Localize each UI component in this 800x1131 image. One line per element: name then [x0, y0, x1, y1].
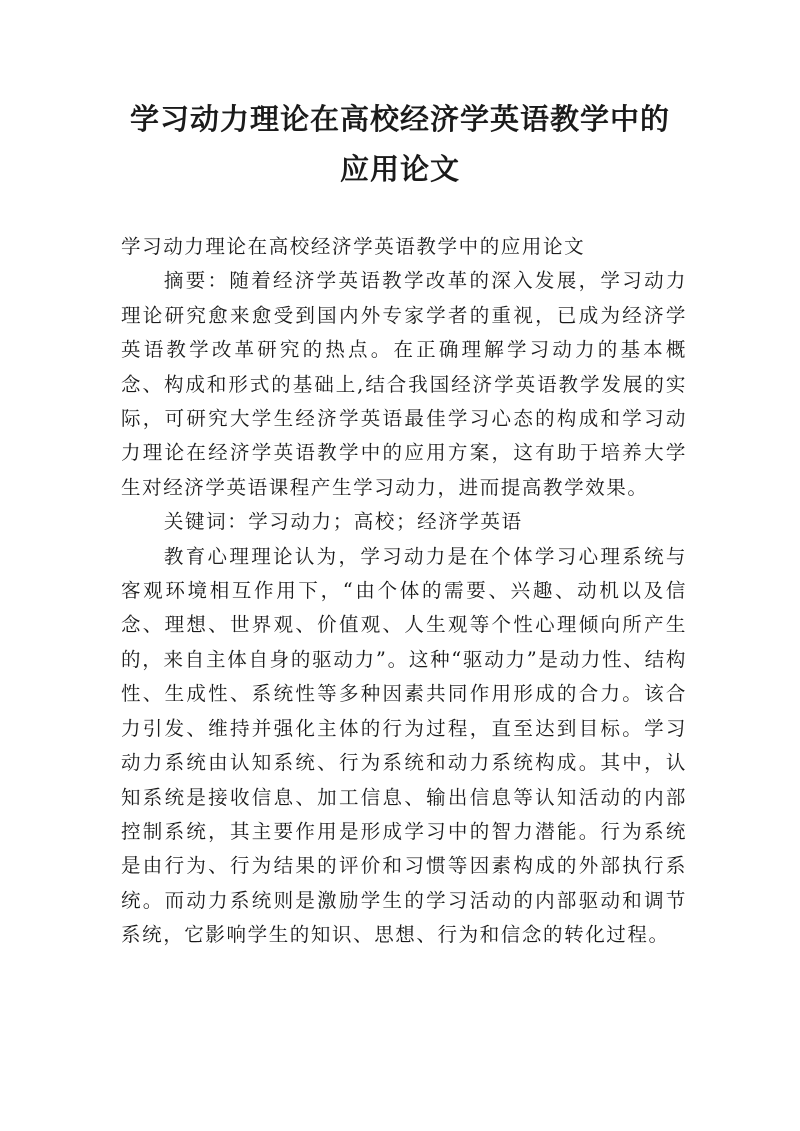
body-paragraph: 教育心理理论认为，学习动力是在个体学习心理系统与客观环境相互作用下，“由个体的需要、兴趣、动机以及信念、理想、世界观、价值观、人生观等个性心理倾向所产生的，来自主体自身的驱动力”。这种“驱动力”是动力性、结构性、生成性、系统性等多种因素共同作用形成的合力。该合力引发、维持并强化主体的行为过程，直至达到目标。学习动力系统由认知系统、行为系统和动力系统构成。其中，认知系统是接收信息、加工信息、输出信息等认知活动的内部控制系统，其主要作用是形成学习中的智力潜能。行为系统是由行为、行为结果的评价和习惯等因素构成的外部执行系统。而动力系统则是激励学生的学习活动的内部驱动和调节系统，它影响学生的知识、思想、行为和信念的转化过程。	[121, 544, 687, 947]
title-line-1: 学习动力理论在高校经济学英语教学中的	[129, 102, 670, 136]
title-line-2: 应用论文	[339, 152, 460, 186]
document-subtitle: 学习动力理论在高校经济学英语教学中的应用论文	[121, 235, 586, 258]
document-title	[100, 94, 700, 194]
abstract-paragraph: 摘要：随着经济学英语教学改革的深入发展，学习动力理论研究愈来愈受到国内外专家学者的重视，已成为经济学英语教学改革研究的热点。在正确理解学习动力的基本概念、构成和形式的基础上,结合我国经济学英语教学发展的实际，可研究大学生经济学英语最佳学习心态的构成和学习动力理论在经济学英语教学中的应用方案，这有助于培养大学生对经济学英语课程产生学习动力，进而提高教学效果。	[121, 269, 687, 499]
keywords-line: 关键词：学习动力；高校；经济学英语	[163, 510, 523, 534]
document-body	[121, 230, 687, 953]
